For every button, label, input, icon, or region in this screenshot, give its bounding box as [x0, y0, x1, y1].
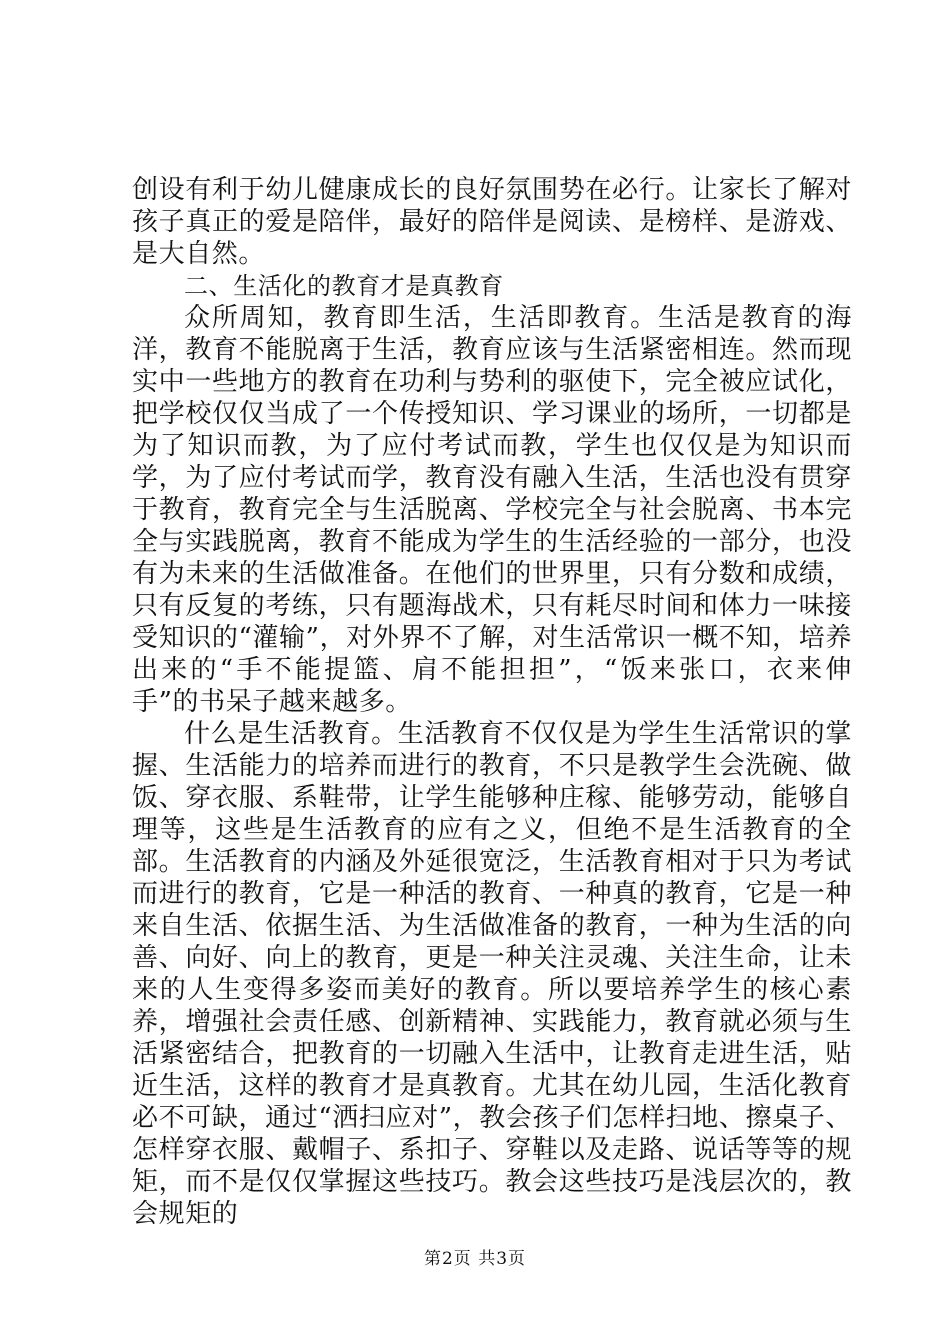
- document-body: [132, 174, 852, 1230]
- paragraph-continuation: 创设有利于幼儿健康成长的良好氛围势在必行。让家长了解对孩子真正的爱是陪伴，最好的陪伴是阅读、是榜样、是游戏、是大自然。: [132, 175, 852, 269]
- page-footer: 第2页 共3页: [423, 1249, 527, 1269]
- section-heading: 二、生活化的教育才是真教育: [184, 272, 504, 300]
- paragraph-education-life: 众所周知，教育即生活，生活即教育。生活是教育的海洋，教育不能脱离于生活，教育应该与生活紧密相连。然而现实中一些地方的教育在功利与势利的驱使下，完全被应试化，把学校仅仅当成了一个传授知识、学习课业的场所，一切都是为了知识而教，为了应付考试而教，学生也仅仅是为知识而学，为了应付考试而学，教育没有融入生活，生活也没有贯穿于教育，教育完全与生活脱离、学校完全与社会脱离、书本完全与实践脱离，教育不能成为学生的生活经验的一部分，也没有为未来的生活做准备。在他们的世界里，只有分数和成绩，只有反复的考练，只有题海战术，只有耗尽时间和体力一味接受知识的“灌输”，对外界不了解，对生活常识一概不知，培养出来的“手不能提篮、肩不能担担”，“饭来张口，衣来伸手”的书呆子越来越多。: [132, 303, 852, 717]
- paragraph-what-is-life-education: 什么是生活教育。生活教育不仅仅是为学生生活常识的掌握、生活能力的培养而进行的教育，不只是教学生会洗碗、做饭、穿衣服、系鞋带，让学生能够种庄稼、能够劳动，能够自理等，这些是生活教育的应有之义，但绝不是生活教育的全部。生活教育的内涵及外延很宽泛，生活教育相对于只为考试而进行的教育，它是一种活的教育、一种真的教育，它是一种来自生活、依据生活、为生活做准备的教育，一种为生活的向善、向好、向上的教育，更是一种关注灵魂、关注生命，让未来的人生变得多姿而美好的教育。所以要培养学生的核心素养，增强社会责任感、创新精神、实践能力，教育就必须与生活紧密结合，把教育的一切融入生活中，让教育走进生活，贴近生活，这样的教育才是真教育。尤其在幼儿园，生活化教育必不可缺，通过“洒扫应对”，教会孩子们怎样扫地、擦桌子、怎样穿衣服、戴帽子、系扣子、穿鞋以及走路、说话等等的规矩，而不是仅仅掌握这些技巧。教会这些技巧是浅层次的，教会规矩的: [132, 719, 852, 1229]
